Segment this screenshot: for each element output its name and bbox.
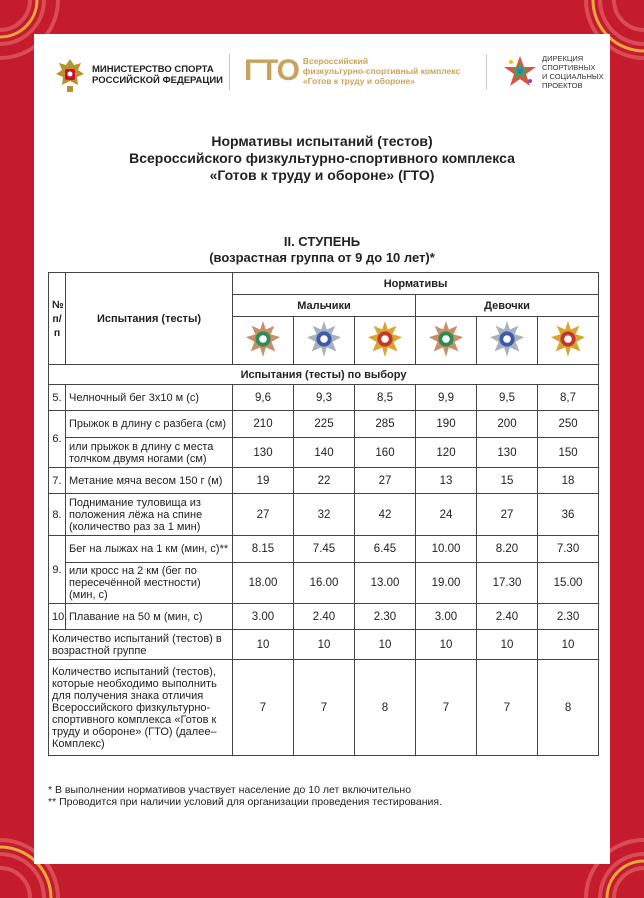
value-girls-bronze: 3.00 <box>416 604 477 630</box>
value-boys-gold: 285 <box>355 411 416 438</box>
gold-badge-icon <box>549 320 587 358</box>
value-boys-gold: 27 <box>355 468 416 494</box>
value-boys-gold: 8,5 <box>355 385 416 411</box>
ministry-logo <box>54 56 223 94</box>
count-girls-silver: 10 <box>477 630 538 660</box>
silver-badge-icon <box>488 320 526 358</box>
value-girls-bronze: 19.00 <box>416 563 477 604</box>
value-boys-bronze: 3.00 <box>233 604 294 630</box>
badge-cell <box>477 317 538 365</box>
header-divider <box>486 54 487 90</box>
bronze-badge-icon <box>244 320 282 358</box>
header-number: № п/п <box>49 273 66 365</box>
test-name: или кросс на 2 км (бег по пересечённой местности) (мин, с) <box>66 563 233 604</box>
value-girls-silver: 17.30 <box>477 563 538 604</box>
value-boys-bronze: 8.15 <box>233 536 294 563</box>
value-boys-silver: 22 <box>294 468 355 494</box>
sign-requirement-label: Количество испытаний (тестов), которые необходимо выполнить для получения знака отличия Всероссийского физкультурно-спортивного комплекса «Готов к труду и обороне» (ГТО) (далее–Комплекс) <box>49 660 233 756</box>
value-girls-gold: 15.00 <box>538 563 599 604</box>
document-page <box>34 34 610 864</box>
count-boys-gold: 10 <box>355 630 416 660</box>
document-title <box>34 133 610 184</box>
test-name: Плавание на 50 м (мин, с) <box>66 604 233 630</box>
value-girls-silver: 9,5 <box>477 385 538 411</box>
value-boys-bronze: 18.00 <box>233 563 294 604</box>
footnotes <box>48 784 598 808</box>
value-boys-bronze: 9,6 <box>233 385 294 411</box>
value-girls-silver: 27 <box>477 494 538 536</box>
section-header: Испытания (тесты) по выбору <box>49 365 599 385</box>
value-girls-silver: 15 <box>477 468 538 494</box>
value-boys-bronze: 210 <box>233 411 294 438</box>
value-boys-silver: 140 <box>294 438 355 468</box>
test-name: Челночный бег 3х10 м (с) <box>66 385 233 411</box>
directorate-line4: ПРОЕКТОВ <box>542 81 583 90</box>
table-row <box>49 536 599 563</box>
directorate-line3: И СОЦИАЛЬНЫХ <box>542 72 604 81</box>
stage-title: II. СТУПЕНЬ <box>283 234 361 249</box>
required-boys-gold: 8 <box>355 660 416 756</box>
stage-age-group: (возрастная группа от 9 до 10 лет)* <box>209 250 435 265</box>
header-test: Испытания (тесты) <box>66 273 233 365</box>
value-girls-bronze: 13 <box>416 468 477 494</box>
value-boys-gold: 2.30 <box>355 604 416 630</box>
row-number: 5. <box>49 385 66 411</box>
directorate-line1: ДИРЕКЦИЯ <box>542 54 584 63</box>
row-number: 8. <box>49 494 66 536</box>
value-boys-bronze: 27 <box>233 494 294 536</box>
test-name: Поднимание туловища из положения лёжа на спине (количество раз за 1 мин) <box>66 494 233 536</box>
badge-cell <box>355 317 416 365</box>
header-divider <box>229 54 230 90</box>
title-line2: Всероссийского физкультурно-спортивного комплекса <box>129 150 515 166</box>
table-row <box>49 438 599 468</box>
row-number: 10. <box>49 604 66 630</box>
value-boys-gold: 42 <box>355 494 416 536</box>
value-girls-gold: 7.30 <box>538 536 599 563</box>
value-girls-gold: 18 <box>538 468 599 494</box>
table-row <box>49 385 599 411</box>
row-number: 9. <box>49 536 66 604</box>
badge-cell <box>538 317 599 365</box>
value-boys-silver: 16.00 <box>294 563 355 604</box>
value-boys-silver: 9,3 <box>294 385 355 411</box>
value-girls-bronze: 120 <box>416 438 477 468</box>
badge-cell <box>233 317 294 365</box>
title-line1: Нормативы испытаний (тестов) <box>211 133 433 149</box>
badge-cell <box>294 317 355 365</box>
row-number: 6. <box>49 411 66 468</box>
footnote-age: * В выполнении нормативов участвует население до 10 лет включительно <box>48 784 412 796</box>
value-boys-silver: 7.45 <box>294 536 355 563</box>
value-boys-bronze: 19 <box>233 468 294 494</box>
count-boys-bronze: 10 <box>233 630 294 660</box>
count-boys-silver: 10 <box>294 630 355 660</box>
stage-heading <box>34 234 610 266</box>
count-row <box>49 630 599 660</box>
test-name: Метание мяча весом 150 г (м) <box>66 468 233 494</box>
badge-cell <box>416 317 477 365</box>
required-girls-gold: 8 <box>538 660 599 756</box>
required-boys-bronze: 7 <box>233 660 294 756</box>
star-emblem-icon <box>502 54 538 90</box>
gto-logo <box>244 56 460 86</box>
value-boys-silver: 32 <box>294 494 355 536</box>
value-boys-gold: 13.00 <box>355 563 416 604</box>
ministry-name-line1: МИНИСТЕРСТВО СПОРТА <box>92 64 214 75</box>
footnote-conditions: ** Проводится при наличии условий для организации проведения тестирования. <box>48 796 442 808</box>
table-row <box>49 494 599 536</box>
table-row <box>49 468 599 494</box>
value-girls-gold: 250 <box>538 411 599 438</box>
value-boys-silver: 225 <box>294 411 355 438</box>
header-girls: Девочки <box>416 295 599 317</box>
directorate-line2: СПОРТИВНЫХ <box>542 63 596 72</box>
gto-text-line2: физкультурно-спортивный комплекс <box>302 66 461 76</box>
header-boys: Мальчики <box>233 295 416 317</box>
gto-mark: ГТО <box>244 54 299 87</box>
gto-text-line1: Всероссийский <box>302 56 369 66</box>
value-girls-bronze: 10.00 <box>416 536 477 563</box>
test-name: Бег на лыжах на 1 км (мин, с)** <box>66 536 233 563</box>
value-girls-gold: 36 <box>538 494 599 536</box>
gold-badge-icon <box>366 320 404 358</box>
count-label: Количество испытаний (тестов) в возрастной группе <box>49 630 233 660</box>
value-girls-gold: 2.30 <box>538 604 599 630</box>
table-row <box>49 563 599 604</box>
norms-table <box>48 272 599 756</box>
silver-badge-icon <box>305 320 343 358</box>
value-boys-gold: 6.45 <box>355 536 416 563</box>
table-row <box>49 411 599 438</box>
value-boys-bronze: 130 <box>233 438 294 468</box>
ministry-name-line2: РОССИЙСКОЙ ФЕДЕРАЦИИ <box>92 75 224 86</box>
value-girls-silver: 130 <box>477 438 538 468</box>
value-girls-gold: 8,7 <box>538 385 599 411</box>
table-row <box>49 604 599 630</box>
required-girls-silver: 7 <box>477 660 538 756</box>
row-number: 7. <box>49 468 66 494</box>
count-girls-bronze: 10 <box>416 630 477 660</box>
value-boys-silver: 2.40 <box>294 604 355 630</box>
required-girls-bronze: 7 <box>416 660 477 756</box>
count-girls-gold: 10 <box>538 630 599 660</box>
value-girls-gold: 150 <box>538 438 599 468</box>
value-girls-silver: 200 <box>477 411 538 438</box>
required-boys-silver: 7 <box>294 660 355 756</box>
value-girls-bronze: 24 <box>416 494 477 536</box>
sign-requirement-row <box>49 660 599 756</box>
test-name: или прыжок в длину с места толчком двумя ногами (см) <box>66 438 233 468</box>
eagle-emblem-icon <box>54 56 86 94</box>
value-girls-bronze: 9,9 <box>416 385 477 411</box>
title-line3: «Готов к труду и обороне» (ГТО) <box>209 167 435 183</box>
value-girls-silver: 2.40 <box>477 604 538 630</box>
gto-text-line3: «Готов к труду и обороне» <box>302 76 416 86</box>
page-header <box>34 34 610 114</box>
test-name: Прыжок в длину с разбега (см) <box>66 411 233 438</box>
bronze-badge-icon <box>427 320 465 358</box>
value-girls-bronze: 190 <box>416 411 477 438</box>
directorate-logo <box>502 54 604 90</box>
value-boys-gold: 160 <box>355 438 416 468</box>
value-girls-silver: 8.20 <box>477 536 538 563</box>
header-norms: Нормативы <box>233 273 599 295</box>
